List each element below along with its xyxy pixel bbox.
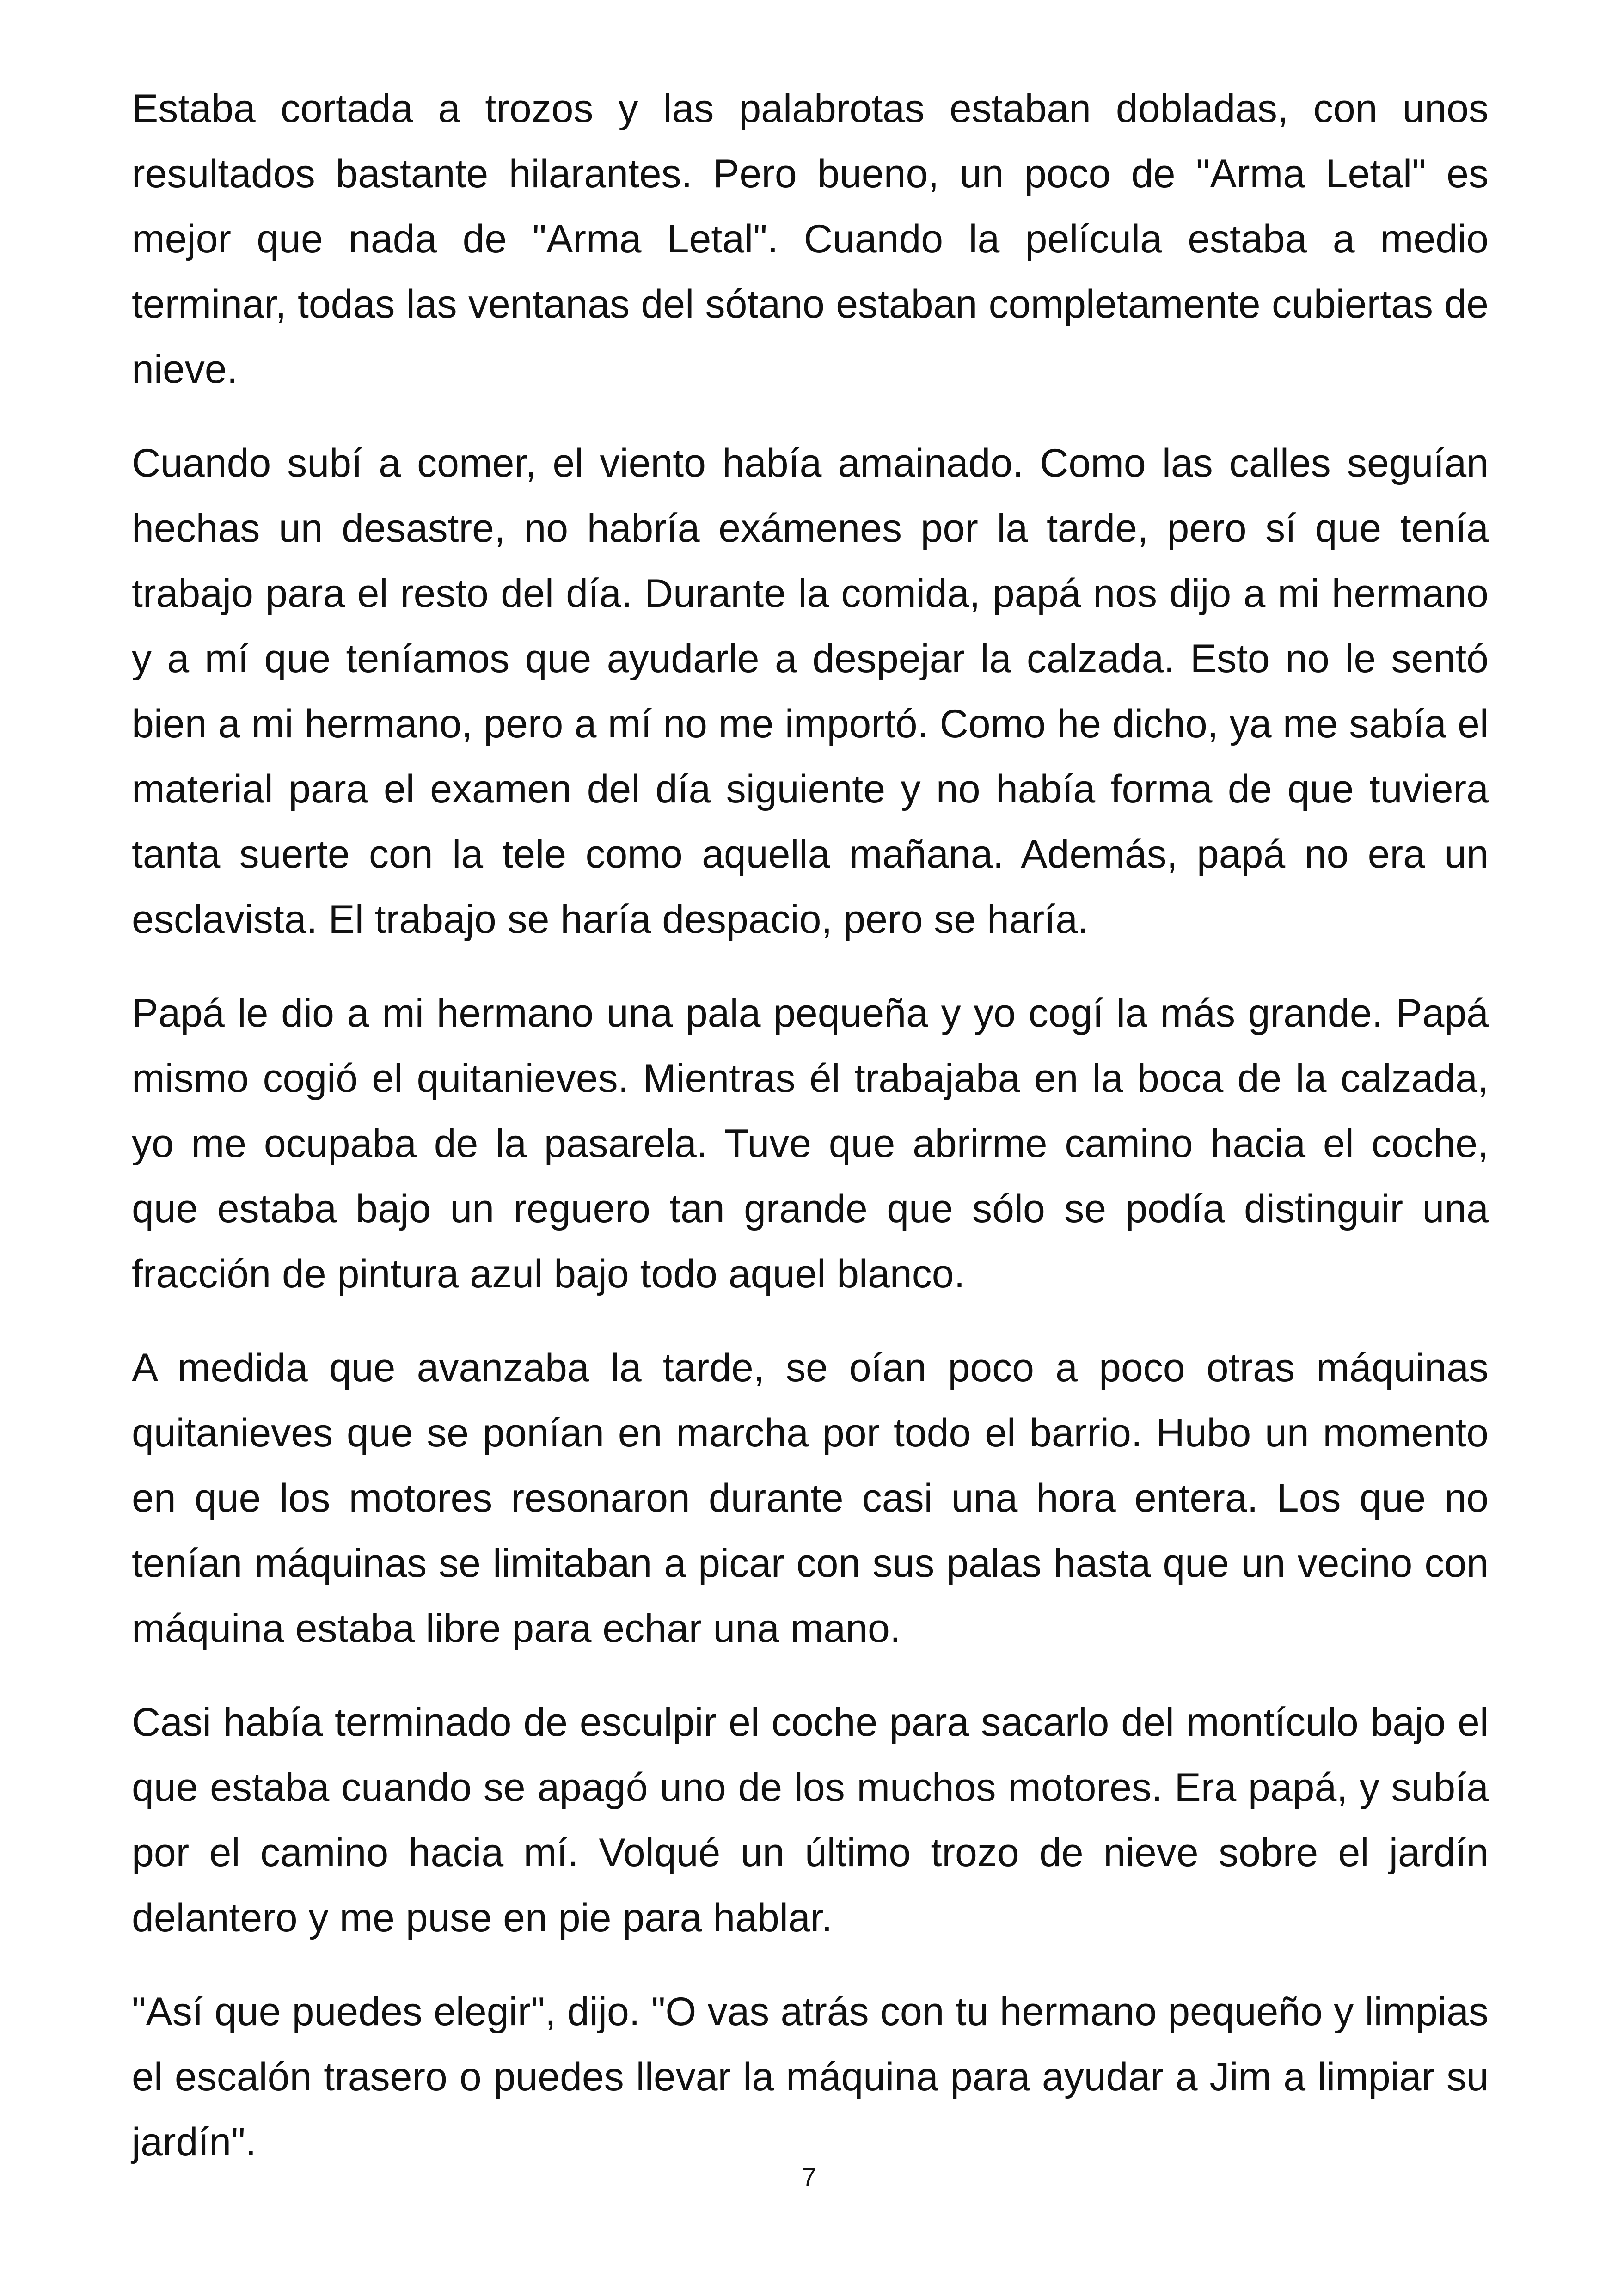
paragraph-2: Cuando subí a comer, el viento había amainado. Como las calles seguían hechas un desastre, no habría exámenes por la tarde, pero sí que tenía trabajo para el resto del día. Durante la comida, papá nos dijo a mi hermano y a mí que teníamos que ayudarle a despejar la calzada. Esto no le sentó bien a mi hermano, pero a mí no me importó. Como he dicho, ya me sabía el material para el examen del día siguiente y no había forma de que tuviera tanta suerte con la tele como aquella mañana. Además, papá no era un esclavista. El trabajo se haría despacio, pero se haría. [132,441,1489,942]
paragraph-6: "Así que puedes elegir", dijo. "O vas atrás con tu hermano pequeño y limpias el escalón trasero o puedes llevar la máquina para ayudar a Jim a limpiar su jardín". [132,1990,1489,2164]
page-number: 7 [802,2162,816,2192]
paragraph-4: A medida que avanzaba la tarde, se oían poco a poco otras máquinas quitanieves que se ponían en marcha por todo el barrio. Hubo un momento en que los motores resonaron durante casi una hora entera. Los que no tenían máquinas se limitaban a picar con sus palas hasta que un vecino con máquina estaba libre para echar una mano. [132,1346,1489,1651]
body-text [132,76,1489,2204]
paragraph-1: Estaba cortada a trozos y las palabrotas estaban dobladas, con unos resultados bastante hilarantes. Pero bueno, un poco de "Arma Letal" es mejor que nada de "Arma Letal". Cuando la película estaba a medio terminar, todas las ventanas del sótano estaban completamente cubiertas de nieve. [132,86,1489,392]
paragraph-5: Casi había terminado de esculpir el coche para sacarlo del montículo bajo el que estaba cuando se apagó uno de los muchos motores. Era papá, y subía por el camino hacia mí. Volqué un último trozo de nieve sobre el jardín delantero y me puse en pie para hablar. [132,1700,1489,1940]
paragraph-3: Papá le dio a mi hermano una pala pequeña y yo cogí la más grande. Papá mismo cogió el quitanieves. Mientras él trabajaba en la boca de la calzada, yo me ocupaba de la pasarela. Tuve que abrirme camino hacia el coche, que estaba bajo un reguero tan grande que sólo se podía distinguir una fracción de pintura azul bajo todo aquel blanco. [132,991,1489,1296]
